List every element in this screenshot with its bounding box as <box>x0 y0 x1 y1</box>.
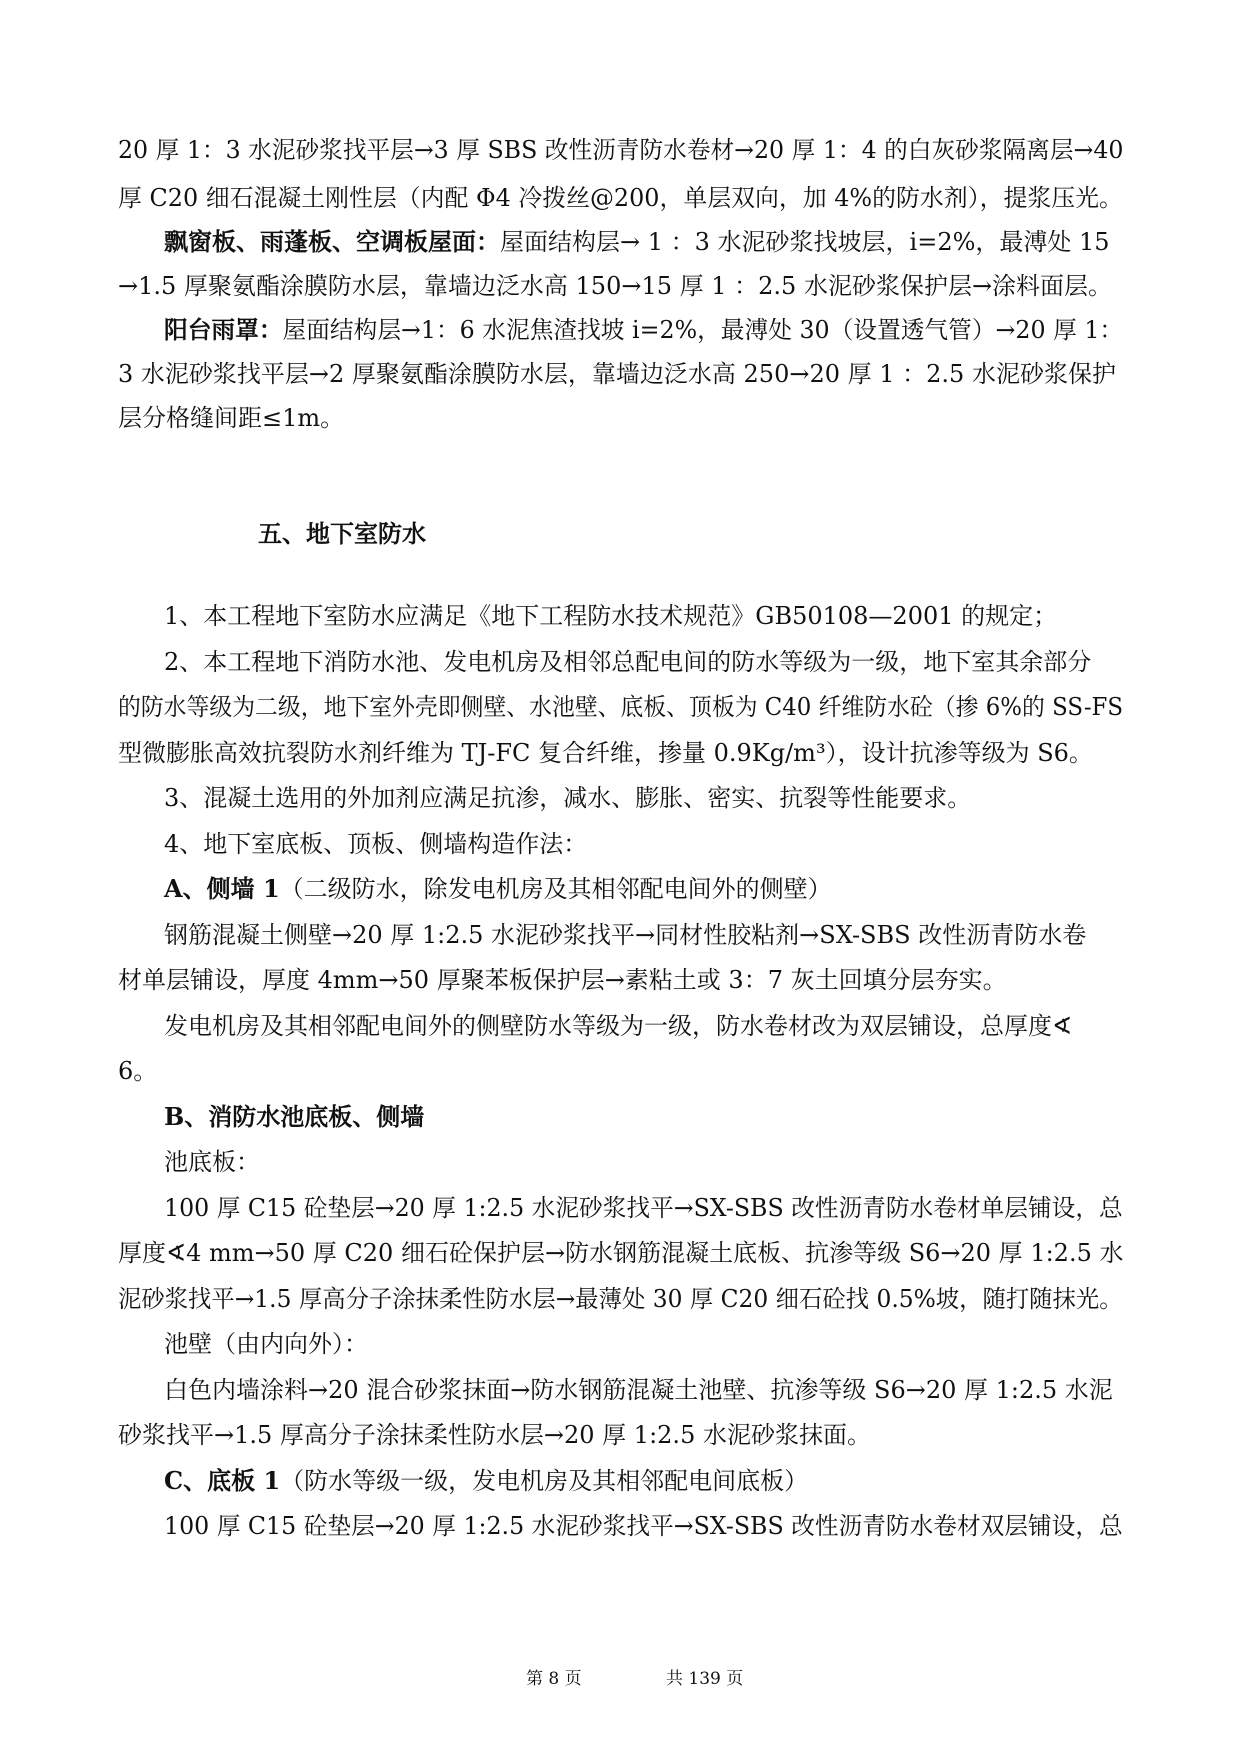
paragraph-line: 100 厚 C15 砼垫层→20 厚 1:2.5 水泥砂浆找平→SX-SBS 改性沥青防水卷材单层铺设，总 <box>164 1194 1123 1222</box>
paragraph-line: 白色内墙涂料→20 混合砂浆抹面→防水钢筋混凝土池壁、抗渗等级 S6→20 厚 1:2.5 水泥 <box>164 1376 1113 1404</box>
paragraph-line: 型微膨胀高效抗裂防水剂纤维为 TJ-FC 复合纤维，掺量 0.9Kg/m³），设计抗渗等级为 S6。 <box>118 739 1093 767</box>
page-number: 第 8 页 <box>526 1669 582 1689</box>
paragraph-line: 层分格缝间距≤1m。 <box>118 404 345 432</box>
paragraph-line: 厚 C20 细石混凝土刚性层（内配 Φ4 冷拨丝@200，单层双向，加 4%的防水剂），提浆压光。 <box>118 184 1123 212</box>
page-total: 共 139 页 <box>666 1669 744 1689</box>
paragraph-text: 屋面结构层→1：6 水泥焦渣找坡 i=2%，最溥处 30（设置透气管）→20 厚 1： <box>282 316 1124 344</box>
paragraph-line: 发电机房及其相邻配电间外的侧壁防水等级为一级，防水卷材改为双层铺设，总厚度∢ <box>164 1012 1073 1040</box>
subsection-label-c: C、底板 1 <box>164 1466 281 1495</box>
bold-lead: 飘窗板、雨蓬板、空调板屋面： <box>164 227 500 256</box>
paragraph-line <box>164 226 1110 258</box>
paragraph-line: 的防水等级为二级，地下室外壳即侧壁、水池壁、底板、顶板为 C40 纤维防水砼（掺 6%的 SS-FS <box>118 693 1124 721</box>
paragraph-line: 材单层铺设，厚度 4mm→50 厚聚苯板保护层→素粘土或 3：7 灰土回填分层夯实。 <box>118 966 1007 994</box>
paragraph-line: 厚度∢4 mm→50 厚 C20 细石砼保护层→防水钢筋混凝土底板、抗渗等级 S6→20 厚 1:2.5 水 <box>118 1239 1124 1267</box>
paragraph-line: →1.5 厚聚氨酯涂膜防水层，靠墙边泛水高 150→15 厚 1 ：2.5 水泥砂浆保护层→涂料面层。 <box>118 272 1113 300</box>
paragraph-line <box>164 1465 808 1497</box>
paragraph-line: 钢筋混凝土侧壁→20 厚 1:2.5 水泥砂浆找平→同材性胶粘剂→SX-SBS 改性沥青防水卷 <box>164 921 1087 949</box>
paragraph-line <box>164 873 832 905</box>
paragraph-line: 4、地下室底板、顶板、侧墙构造作法： <box>164 830 588 858</box>
subsection-label-a: A、侧墙 1 <box>164 874 280 903</box>
paragraph-text: （二级防水，除发电机房及其相邻配电间外的侧壁） <box>279 875 832 903</box>
paragraph-line <box>164 314 1123 346</box>
section-heading: 五、地下室防水 <box>258 519 426 548</box>
paragraph-line: 20 厚 1：3 水泥砂浆找平层→3 厚 SBS 改性沥青防水卷材→20 厚 1：4 的白灰砂浆隔离层→40 <box>118 136 1124 164</box>
paragraph-line: 砂浆找平→1.5 厚高分子涂抹柔性防水层→20 厚 1:2.5 水泥砂浆抹面。 <box>118 1421 871 1449</box>
paragraph-line: 泥砂浆找平→1.5 厚高分子涂抹柔性防水层→最薄处 30 厚 C20 细石砼找 0.5%坡，随打随抹光。 <box>118 1285 1123 1313</box>
paragraph-line: 1、本工程地下室防水应满足《地下工程防水技术规范》GB50108—2001 的规定； <box>164 602 1058 630</box>
paragraph-line: 3、混凝土选用的外加剂应满足抗渗，减水、膨胀、密实、抗裂等性能要求。 <box>164 784 972 812</box>
paragraph-line: 100 厚 C15 砼垫层→20 厚 1:2.5 水泥砂浆找平→SX-SBS 改性沥青防水卷材双层铺设，总 <box>164 1512 1123 1540</box>
paragraph-text: 屋面结构层→ 1 ：3 水泥砂浆找坡层，i=2%，最溥处 15 <box>500 228 1110 256</box>
paragraph-line: 池壁（由内向外）： <box>164 1330 368 1358</box>
paragraph-text: （防水等级一级，发电机房及其相邻配电间底板） <box>280 1467 809 1495</box>
subsection-label-b: B、消防水池底板、侧墙 <box>164 1102 425 1131</box>
paragraph-line: 6。 <box>118 1057 158 1085</box>
bold-lead: 阳台雨罩： <box>164 315 283 344</box>
paragraph-line: 池底板： <box>164 1148 260 1176</box>
paragraph-line: 2、本工程地下消防水池、发电机房及相邻总配电间的防水等级为一级，地下室其余部分 <box>164 648 1092 676</box>
paragraph-line: 3 水泥砂浆找平层→2 厚聚氨酯涂膜防水层，靠墙边泛水高 250→20 厚 1 ：2.5 水泥砂浆保护 <box>118 360 1116 388</box>
